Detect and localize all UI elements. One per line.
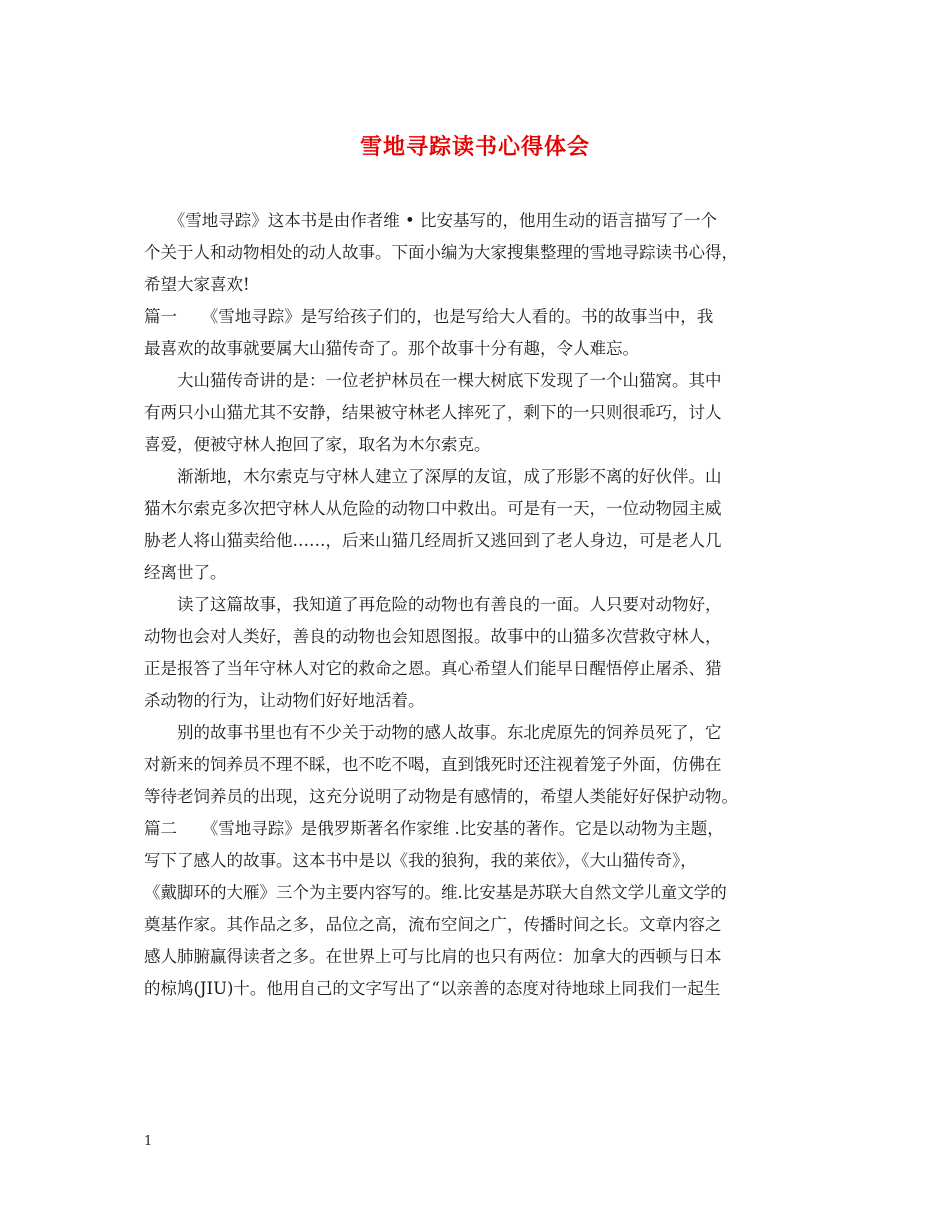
text-line: 有两只小山猫尤其不安静，结果被守林老人摔死了，剩下的一只则很乖巧，讨人 (144, 403, 722, 422)
text-line: 对新来的饲养员不理不睬，也不吃不喝，直到饿死时还注视着笼子外面，仿佛在 (144, 755, 722, 774)
text-line: 经离世了。 (144, 563, 227, 582)
text-line: 《戴脚环的大雁》三个为主要内容写的。维.比安基是苏联大自然文学儿童文学的 (144, 883, 727, 902)
page-number: 1 (144, 1134, 153, 1149)
text-line: 篇一 《雪地寻踪》是写给孩子们的，也是写给大人看的。书的故事当中，我 (144, 307, 714, 326)
text-line: 别的故事书里也有不少关于动物的感人故事。东北虎原先的饲养员死了，它 (144, 723, 722, 742)
text-line: 的椋鸠(JIU)十。他用自己的文字写出了“以亲善的态度对待地球上同我们一起生 (144, 979, 721, 998)
text-line: 动物也会对人类好，善良的动物也会知恩图报。故事中的山猫多次营救守林人， (144, 627, 722, 646)
text-line: 等待老饲养员的出现，这充分说明了动物是有感情的，希望人类能好好保护动物。 (144, 787, 738, 806)
text-line: 渐渐地，木尔索克与守林人建立了深厚的友谊，成了形影不离的好伙伴。山 (144, 467, 722, 486)
text-line: 奠基作家。其作品之多，品位之高，流布空间之广，传播时间之长。文章内容之 (144, 915, 722, 934)
text-line: 猫木尔索克多次把守林人从危险的动物口中救出。可是有一天，一位动物园主威 (144, 499, 722, 518)
text-line: 篇二 《雪地寻踪》是俄罗斯著名作家维 .比安基的著作。它是以动物为主题， (144, 819, 724, 838)
document-title: 雪地寻踪读书心得体会 (359, 134, 590, 160)
document-body (144, 205, 814, 1005)
text-line: 读了这篇故事，我知道了再危险的动物也有善良的一面。人只要对动物好， (144, 595, 722, 614)
text-line: 正是报答了当年守林人对它的救命之恩。真心希望人们能早日醒悟停止屠杀、猎 (144, 659, 722, 678)
text-line: 《雪地寻踪》这本书是由作者维 • 比安基写的，他用生动的语言描写了一个 (144, 211, 717, 230)
text-line: 感人肺腑赢得读者之多。在世界上可与比肩的也只有两位：加拿大的西顿与日本 (144, 947, 722, 966)
text-line: 大山猫传奇讲的是：一位老护林员在一棵大树底下发现了一个山猫窝。其中 (144, 371, 722, 390)
text-line: 杀动物的行为，让动物们好好地活着。 (144, 691, 425, 710)
text-line: 个关于人和动物相处的动人故事。下面小编为大家搜集整理的雪地寻踪读书心得， (144, 243, 738, 262)
text-line: 胁老人将山猫卖给他……，后来山猫几经周折又逃回到了老人身边，可是老人几 (144, 531, 722, 550)
text-line: 写下了感人的故事。这本书中是以《我的狼狗，我的莱依》，《大山猫传奇》， (144, 851, 697, 870)
text-line: 喜爱，便被守林人抱回了家，取名为木尔索克。 (144, 435, 491, 454)
text-line: 最喜欢的故事就要属大山猫传奇了。那个故事十分有趣，令人难忘。 (144, 339, 639, 358)
text-line: 希望大家喜欢! (144, 275, 250, 294)
